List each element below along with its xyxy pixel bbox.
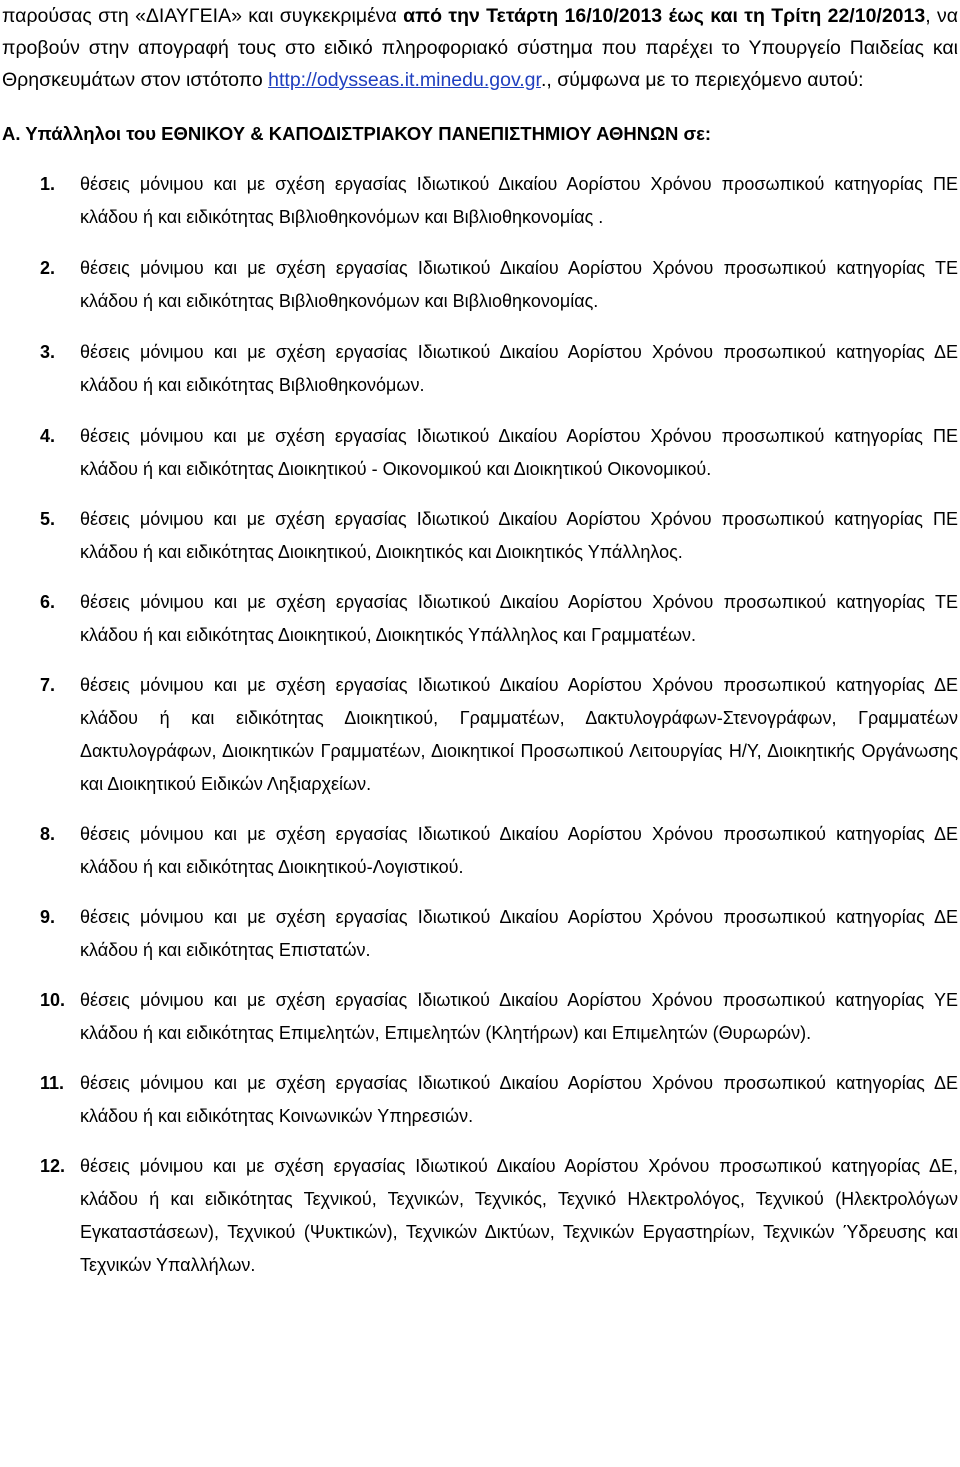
section-heading: Α. Υπάλληλοι του ΕΘΝΙΚΟΥ & ΚΑΠΟΔΙΣΤΡΙΑΚΟΥ ΠΑΝΕΠΙΣΤΗΜΙΟΥ ΑΘΗΝΩΝ σε: xyxy=(2,123,712,144)
intro-text-middle: , να προβούν στην απογραφή τους στο ειδικό πληροφοριακό σύστημα που παρέχει το Υπουργείο Παιδείας και Θρησκευμάτων στον ιστότοπο xyxy=(2,5,959,91)
item-number: 7. xyxy=(40,675,56,695)
list-item xyxy=(0,420,958,486)
item-text: θέσεις μόνιμου και με σχέση εργασίας Ιδιωτικού Δικαίου Αορίστου Χρόνου προσωπικού κατηγορίας ΤΕ κλάδου ή και ειδικότητας Διοικητικού, Διοικητικός Υπάλληλος και Γραμματέων. xyxy=(80,592,958,645)
list-item xyxy=(0,503,958,569)
item-number: 4. xyxy=(40,426,56,446)
list-item xyxy=(0,1067,958,1133)
item-text: θέσεις μόνιμου και με σχέση εργασίας Ιδιωτικού Δικαίου Αορίστου Χρόνου προσωπικού κατηγορίας ΠΕ κλάδου ή και ειδικότητας Διοικητικού - Οικονομικού και Διοικητικού Οικονομικού. xyxy=(80,426,958,479)
item-text: θέσεις μόνιμου και με σχέση εργασίας Ιδιωτικού Δικαίου Αορίστου Χρόνου προσωπικού κατηγορίας ΠΕ κλάδου ή και ειδικότητας Βιβλιοθηκονόμων και Βιβλιοθηκονομίας . xyxy=(80,174,958,227)
list-item xyxy=(0,984,958,1050)
list-item xyxy=(0,1150,958,1282)
item-number: 8. xyxy=(40,824,56,844)
item-number: 12. xyxy=(40,1156,66,1176)
odysseas-link[interactable]: http://odysseas.it.minedu.gov.gr xyxy=(268,69,541,91)
intro-text-end: ., σύμφωνα με το περιεχόμενο αυτού: xyxy=(540,69,864,91)
item-number: 5. xyxy=(40,509,56,529)
item-text: θέσεις μόνιμου και με σχέση εργασίας Ιδιωτικού Δικαίου Αορίστου Χρόνου προσωπικού κατηγορίας ΔΕ κλάδου ή και ειδικότητας Διοικητικού-Λογιστικού. xyxy=(80,824,958,877)
list-item xyxy=(0,901,958,967)
intro-text-start: παρούσας στη «ΔΙΑΥΓΕΙΑ» και συγκεκριμένα xyxy=(2,5,404,27)
item-number: 2. xyxy=(40,258,56,278)
item-number: 3. xyxy=(40,342,56,362)
intro-paragraph xyxy=(0,0,958,96)
item-text: θέσεις μόνιμου και με σχέση εργασίας Ιδιωτικού Δικαίου Αορίστου Χρόνου προσωπικού κατηγορίας ΔΕ κλάδου ή και ειδικότητας Επιστατών. xyxy=(80,907,958,960)
list-item xyxy=(0,336,958,402)
list-item xyxy=(0,252,958,318)
item-number: 6. xyxy=(40,592,56,612)
list-item xyxy=(0,669,958,801)
intro-date-range: από την Τετάρτη 16/10/2013 έως και τη Τρίτη 22/10/2013 xyxy=(403,5,926,27)
item-text: θέσεις μόνιμου και με σχέση εργασίας Ιδιωτικού Δικαίου Αορίστου Χρόνου προσωπικού κατηγορίας ΔΕ κλάδου ή και ειδικότητας Βιβλιοθηκονόμων. xyxy=(80,342,958,395)
item-text: θέσεις μόνιμου και με σχέση εργασίας Ιδιωτικού Δικαίου Αορίστου Χρόνου προσωπικού κατηγορίας ΥΕ κλάδου ή και ειδικότητας Επιμελητών, Επιμελητών (Κλητήρων) και Επιμελητών (Θυρωρών). xyxy=(80,990,958,1043)
list-item xyxy=(0,818,958,884)
list-item xyxy=(0,168,958,234)
item-number: 1. xyxy=(40,174,56,194)
item-text: θέσεις μόνιμου και με σχέση εργασίας Ιδιωτικού Δικαίου Αορίστου Χρόνου προσωπικού κατηγορίας ΠΕ κλάδου ή και ειδικότητας Διοικητικού, Διοικητικός και Διοικητικός Υπάλληλος. xyxy=(80,509,958,562)
item-text: θέσεις μόνιμου και με σχέση εργασίας Ιδιωτικού Δικαίου Αορίστου Χρόνου προσωπικού κατηγορίας ΤΕ κλάδου ή και ειδικότητας Βιβλιοθηκονόμων και Βιβλιοθηκονομίας. xyxy=(80,258,958,311)
positions-list xyxy=(0,168,958,1282)
item-number: 11. xyxy=(40,1073,65,1093)
list-item xyxy=(0,586,958,652)
item-number: 10. xyxy=(40,990,66,1010)
item-text: θέσεις μόνιμου και με σχέση εργασίας Ιδιωτικού Δικαίου Αορίστου Χρόνου προσωπικού κατηγορίας ΔΕ, κλάδου ή και ειδικότητας Τεχνικού, Τεχνικών, Τεχνικός, Τεχνικό Ηλεκτρολόγος, Τεχνικού (Ηλεκτρολόγων Εγκαταστάσεων), Τεχνικού (Ψυκτικών), Τεχνικών Δικτύων, Τεχνικών Εργαστηρίων, Τεχνικών Ύδρευσης και Τεχνικών Υπαλλήλων. xyxy=(80,1156,958,1275)
item-text: θέσεις μόνιμου και με σχέση εργασίας Ιδιωτικού Δικαίου Αορίστου Χρόνου προσωπικού κατηγορίας ΔΕ κλάδου ή και ειδικότητας Κοινωνικών Υπηρεσιών. xyxy=(80,1073,958,1126)
item-text: θέσεις μόνιμου και με σχέση εργασίας Ιδιωτικού Δικαίου Αορίστου Χρόνου προσωπικού κατηγορίας ΔΕ κλάδου ή και ειδικότητας Διοικητικού, Γραμματέων, Δακτυλογράφων-Στενογράφων, Γραμματέων Δακτυλογράφων, Διοικητικών Γραμματέων, Διοικητικοί Προσωπικού Λειτουργίας Η/Υ, Διοικητικής Οργάνωσης και Διοικητικού Ειδικών Ληξιαρχείων. xyxy=(80,675,958,794)
item-number: 9. xyxy=(40,907,56,927)
